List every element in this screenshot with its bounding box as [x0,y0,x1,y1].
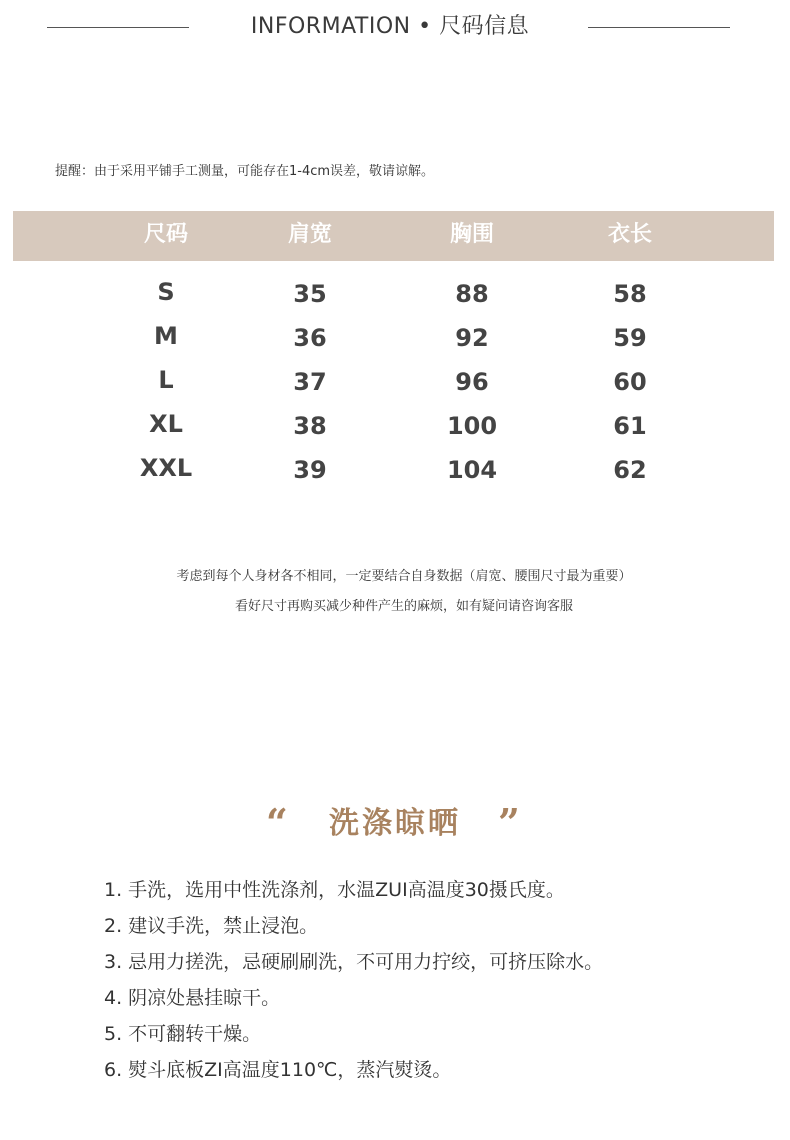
table-cell-length: 62 [613,456,647,484]
table-cell-length: 60 [613,368,647,396]
table-cell-size: S [157,278,175,306]
table-cell-shoulder: 37 [293,368,327,396]
table-cell-chest: 96 [455,368,489,396]
column-header-length: 衣长 [607,222,652,247]
table-cell-shoulder: 36 [293,324,327,352]
washing-title: 洗涤晾晒 [329,806,461,841]
table-cell-size: M [154,322,178,350]
list-item: 6. 熨斗底板ZI高温度110℃，蒸汽熨烫。 [104,1059,452,1081]
table-cell-chest: 88 [455,280,489,308]
table-cell-shoulder: 38 [293,412,327,440]
measurement-note: 提醒：由于采用平铺手工测量，可能存在1-4cm误差，敬请谅解。 [55,164,435,179]
column-header-shoulder: 肩宽 [287,222,332,247]
open-quote-mark: “ [266,800,288,845]
column-header-size: 尺码 [143,222,188,247]
table-cell-size: XL [149,410,183,438]
column-header-chest: 胸围 [449,222,494,247]
table-cell-length: 59 [613,324,647,352]
table-cell-length: 61 [613,412,647,440]
washing-instructions-list [104,872,603,1088]
table-cell-length: 58 [613,280,647,308]
table-cell-shoulder: 35 [293,280,327,308]
table-cell-size: XXL [139,454,193,482]
sizing-advice-line-1: 考虑到每个人身材各不相同，一定要结合自身数据（肩宽、腰围尺寸最为重要） [176,569,632,584]
header-divider-right [588,27,730,28]
table-cell-shoulder: 39 [293,456,327,484]
sizing-advice-line-2: 看好尺寸再购买减少种件产生的麻烦，如有疑问请咨询客服 [234,599,573,614]
washing-section-heading [0,800,790,846]
list-item: 1. 手洗，选用中性洗涤剂，水温ZUI高温度30摄氏度。 [104,879,565,901]
list-item: 2. 建议手洗，禁止浸泡。 [104,915,319,937]
table-cell-chest: 104 [446,456,498,484]
header-divider-left [47,27,189,28]
table-cell-size: L [158,366,174,394]
list-item: 3. 忌用力搓洗，忌硬刷刷洗，不可用力拧绞，可挤压除水。 [104,951,604,973]
table-cell-chest: 100 [446,412,498,440]
table-cell-chest: 92 [455,324,489,352]
list-item: 5. 不可翻转干燥。 [104,1023,262,1045]
list-item: 4. 阴凉处悬挂晾干。 [104,987,281,1009]
page-title: INFORMATION • 尺码信息 [250,14,530,39]
close-quote-mark: ” [498,800,520,845]
